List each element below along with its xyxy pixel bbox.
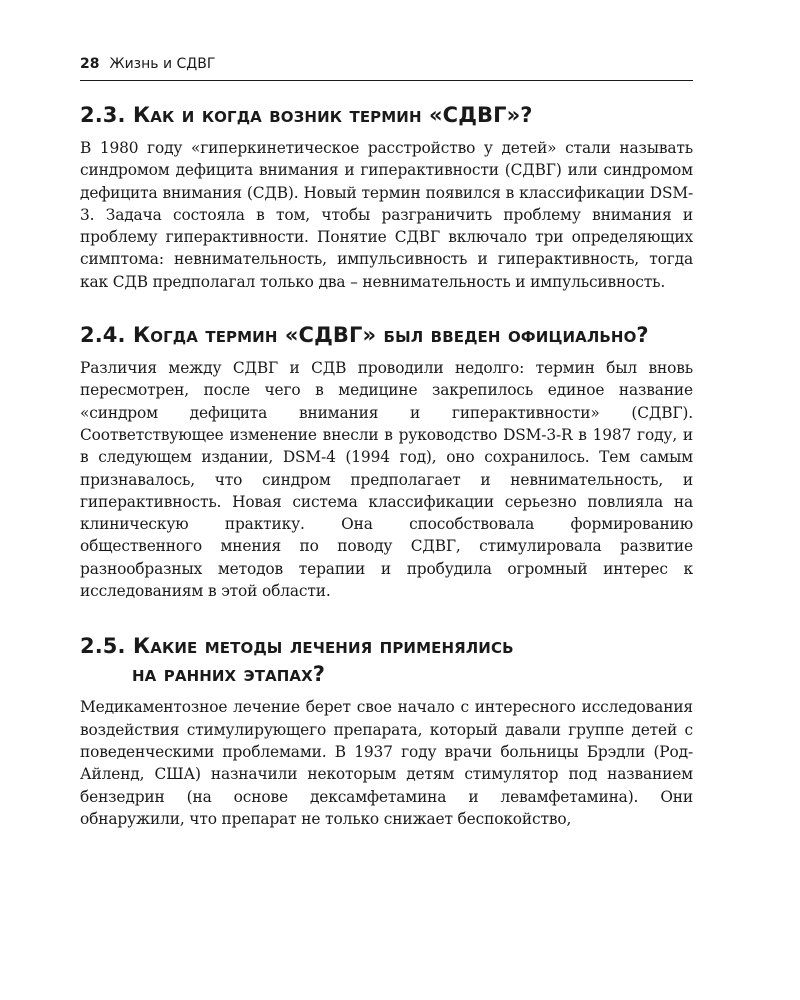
book-page (80, 56, 693, 830)
section-heading (80, 101, 693, 129)
page-number: 28 (80, 56, 100, 72)
running-header (80, 56, 693, 81)
running-title: Жизнь и СДВГ (109, 56, 216, 72)
section-number: 2.3. (80, 103, 126, 127)
section-title: Когда термин «СДВГ» был введен официально? (133, 323, 649, 348)
section-title: Какие методы лечения применялись (133, 634, 514, 659)
section-paragraph: Медикаментозное лечение берет свое начало с интересного исследования воздействия стимулирующего препарата, который давали группе детей с поведенческими проблемами. В 1937 году врачи больницы Брэдли (Род-Айленд, США) назначили некоторым детям стимулятор под названием бензедрин (на основе дексамфетамина и левамфетамина). Они обнаружили, что препарат не только снижает беспокойство, (80, 698, 693, 828)
section-paragraph: В 1980 году «гиперкинетическое расстройство у детей» стали называть синдромом дефицита внимания и гиперактивности (СДВГ) или синдромом дефицита внимания (СДВ). Новый термин появился в классификации DSM-3. Задача состояла в том, чтобы разграничить проблему внимания и проблему гиперактивности. Понятие СДВГ включало три определяющих симптома: невнимательность, импульсивность и гиперактивность, тогда как СДВ предполагал только два – невнимательность и импульсивность. (80, 139, 693, 291)
section-number: 2.4. (80, 323, 126, 348)
section-number: 2.5. (80, 634, 126, 659)
section-heading (80, 321, 693, 349)
section-title: Как и когда возник термин «СДВГ»? (133, 103, 533, 127)
section-heading (80, 632, 693, 688)
section-paragraph: Различия между СДВГ и СДВ проводили недолго: термин был вновь пересмотрен, после чего в медицине закрепилось единое название «синдром дефицита внимания и гиперактивности» (СДВГ). Соответствующее изменение внесли в руководство DSM-3-R в 1987 году, и в следующем издании, DSM-4 (1994 год), оно сохранилось. Тем самым признавалось, что синдром предполагает и невнимательность, и гиперактивность. Новая система классификации серьезно повлияла на клиническую практику. Она способствовала формированию общественного мнения по поводу СДВГ, стимулировала развитие разнообразных методов терапии и пробудила огромный интерес к исследованиям в этой области. (80, 359, 693, 601)
section-title-continuation: на ранних этапах? (132, 662, 326, 687)
